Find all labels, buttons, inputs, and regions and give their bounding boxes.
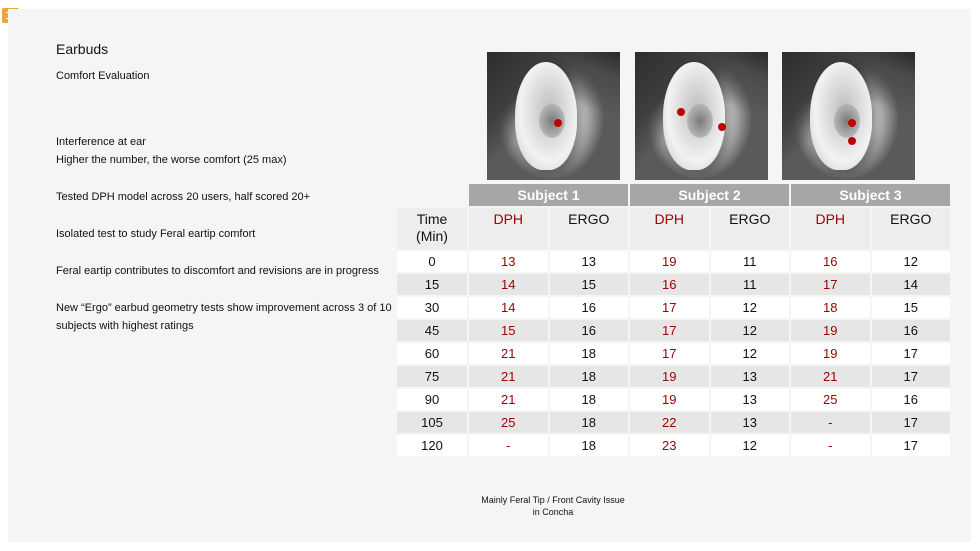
ergo-cell: 11 bbox=[711, 274, 790, 295]
dph-cell: 14 bbox=[469, 274, 548, 295]
time-cell: 45 bbox=[397, 320, 467, 341]
ergo-cell: 17 bbox=[872, 412, 951, 433]
dph-cell: - bbox=[469, 435, 548, 456]
table-row bbox=[397, 251, 950, 272]
time-cell: 75 bbox=[397, 366, 467, 387]
ear-photo-subject-3 bbox=[782, 52, 915, 180]
ergo-cell: 16 bbox=[872, 389, 951, 410]
pressure-point-marker bbox=[848, 137, 856, 145]
dph-cell: 21 bbox=[791, 366, 870, 387]
dph-cell: 19 bbox=[630, 366, 709, 387]
dph-cell: 19 bbox=[630, 389, 709, 410]
dph-cell: 19 bbox=[791, 343, 870, 364]
note-interference: Interference at ear Higher the number, the worse comfort (25 max) bbox=[56, 136, 287, 166]
ergo-cell: 15 bbox=[550, 274, 629, 295]
dph-cell: 17 bbox=[630, 297, 709, 318]
pressure-point-marker bbox=[677, 108, 685, 116]
ergo-cell: 15 bbox=[872, 297, 951, 318]
ergo-cell: 17 bbox=[872, 343, 951, 364]
ergo-cell: 14 bbox=[872, 274, 951, 295]
ergo-cell: 18 bbox=[550, 435, 629, 456]
ergo-cell: 17 bbox=[872, 435, 951, 456]
pressure-point-marker bbox=[718, 123, 726, 131]
dph-cell: 18 bbox=[791, 297, 870, 318]
ergo-cell: 17 bbox=[872, 366, 951, 387]
dph-cell: 17 bbox=[791, 274, 870, 295]
subject-2-header: Subject 2 bbox=[630, 184, 789, 206]
dph-cell: 19 bbox=[630, 251, 709, 272]
table-row bbox=[397, 366, 950, 387]
time-cell: 15 bbox=[397, 274, 467, 295]
ergo-cell: 13 bbox=[711, 366, 790, 387]
subject-1-header: Subject 1 bbox=[469, 184, 628, 206]
dph-cell: 21 bbox=[469, 343, 548, 364]
col-dph: DPH bbox=[630, 208, 709, 249]
dph-cell: - bbox=[791, 435, 870, 456]
dph-cell: 23 bbox=[630, 435, 709, 456]
ear-photo-subject-1 bbox=[487, 52, 620, 180]
col-ergo: ERGO bbox=[872, 208, 951, 249]
table-row bbox=[397, 389, 950, 410]
note-ergo: New “Ergo” earbud geometry tests show improvement across 3 of 10 subjects with highest ratings bbox=[56, 302, 392, 332]
dph-cell: 14 bbox=[469, 297, 548, 318]
col-ergo: ERGO bbox=[550, 208, 629, 249]
subject-3-header: Subject 3 bbox=[791, 184, 950, 206]
note-isolated: Isolated test to study Feral eartip comfort bbox=[56, 228, 256, 240]
ergo-cell: 12 bbox=[711, 435, 790, 456]
note-feral: Feral eartip contributes to discomfort and revisions are in progress bbox=[56, 265, 379, 277]
dph-cell: 21 bbox=[469, 389, 548, 410]
time-cell: 30 bbox=[397, 297, 467, 318]
slide-subtitle: Comfort Evaluation bbox=[56, 70, 150, 82]
dph-cell: 17 bbox=[630, 343, 709, 364]
time-cell: 60 bbox=[397, 343, 467, 364]
table-row bbox=[397, 412, 950, 433]
ergo-cell: 13 bbox=[550, 251, 629, 272]
table-corner bbox=[397, 184, 467, 206]
dph-cell: 21 bbox=[469, 366, 548, 387]
note-tested: Tested DPH model across 20 users, half scored 20+ bbox=[56, 191, 311, 203]
time-cell: 105 bbox=[397, 412, 467, 433]
ergo-cell: 16 bbox=[550, 297, 629, 318]
dph-cell: 19 bbox=[791, 320, 870, 341]
ergo-cell: 16 bbox=[872, 320, 951, 341]
time-header: Time (Min) bbox=[397, 208, 467, 249]
dph-cell: 15 bbox=[469, 320, 548, 341]
col-ergo: ERGO bbox=[711, 208, 790, 249]
table-row bbox=[397, 435, 950, 456]
ergo-cell: 11 bbox=[711, 251, 790, 272]
dph-cell: 16 bbox=[630, 274, 709, 295]
dph-cell: 13 bbox=[469, 251, 548, 272]
table-row bbox=[397, 320, 950, 341]
slide-title: Earbuds bbox=[56, 41, 109, 57]
ergo-cell: 18 bbox=[550, 343, 629, 364]
time-cell: 90 bbox=[397, 389, 467, 410]
ergo-cell: 13 bbox=[711, 389, 790, 410]
table-row bbox=[397, 343, 950, 364]
ergo-cell: 13 bbox=[711, 412, 790, 433]
table-caption: Mainly Feral Tip / Front Cavity Issue in Concha bbox=[481, 495, 625, 517]
ergo-cell: 12 bbox=[711, 343, 790, 364]
col-dph: DPH bbox=[791, 208, 870, 249]
ergo-cell: 12 bbox=[872, 251, 951, 272]
ergo-cell: 18 bbox=[550, 389, 629, 410]
ergo-cell: 18 bbox=[550, 366, 629, 387]
time-cell: 0 bbox=[397, 251, 467, 272]
col-dph: DPH bbox=[469, 208, 548, 249]
dph-cell: - bbox=[791, 412, 870, 433]
dph-cell: 16 bbox=[791, 251, 870, 272]
notes bbox=[56, 133, 401, 354]
dph-cell: 25 bbox=[791, 389, 870, 410]
ergo-cell: 18 bbox=[550, 412, 629, 433]
comfort-table bbox=[395, 182, 952, 458]
ear-photo-subject-2 bbox=[635, 52, 768, 180]
table-row bbox=[397, 274, 950, 295]
dph-cell: 17 bbox=[630, 320, 709, 341]
table-row bbox=[397, 297, 950, 318]
ergo-cell: 12 bbox=[711, 297, 790, 318]
ergo-cell: 12 bbox=[711, 320, 790, 341]
ergo-cell: 16 bbox=[550, 320, 629, 341]
pressure-point-marker bbox=[848, 119, 856, 127]
dph-cell: 22 bbox=[630, 412, 709, 433]
pressure-point-marker bbox=[554, 119, 562, 127]
dph-cell: 25 bbox=[469, 412, 548, 433]
time-cell: 120 bbox=[397, 435, 467, 456]
